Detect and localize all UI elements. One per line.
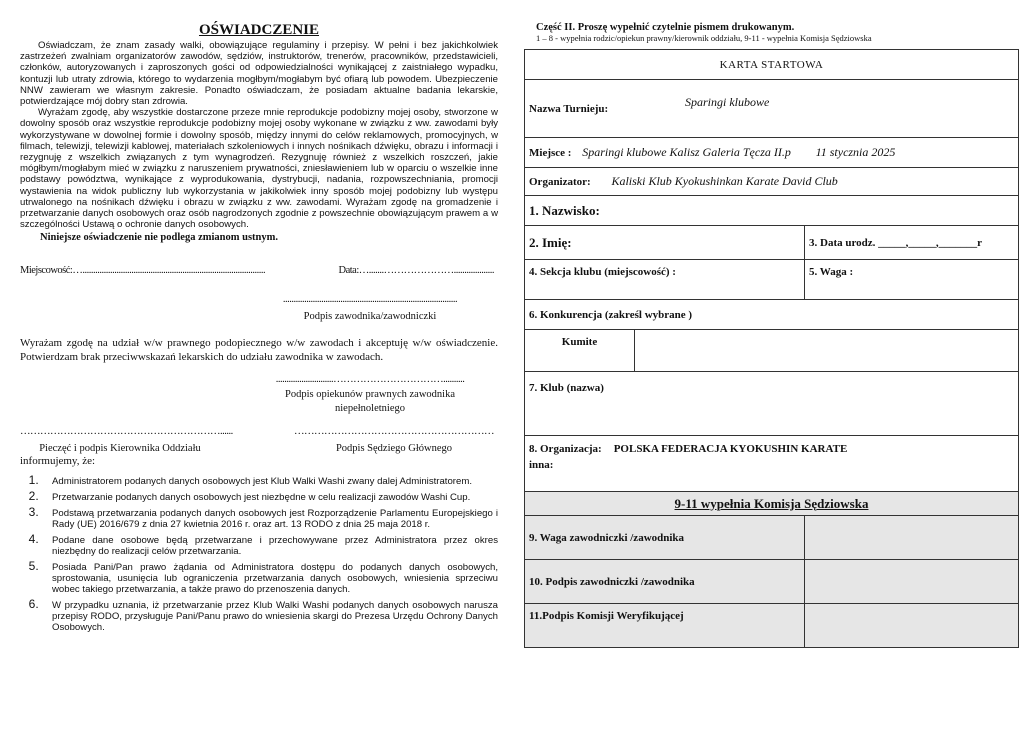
organizer-label: Organizator:: [529, 176, 591, 188]
weigh-in-label: 9. Waga zawodniczki /zawodnika: [525, 516, 805, 560]
guardian-signature-label: Podpis opiekunów prawnych zawodnika: [284, 389, 455, 401]
date-field[interactable]: Data:….......…………………...................: [338, 265, 494, 277]
surname-field[interactable]: 1. Nazwisko:: [525, 196, 1019, 226]
list-item: 3. Podstawą przetwarzania podanych danych osobowych jest Rozporządzenie Parlamentu Europejskiego i Rady (UE) 2016/679 z dnia 27 kwietnia 2016 r. oraz art. 13 RODO z dnia 25 maja 2018 r.: [42, 507, 498, 530]
birth-date-field[interactable]: 3. Data urodz. _____,_____,_______r: [805, 226, 1019, 260]
list-item: 1. Administratorem podanych danych osobowych jest Klub Walki Washi zwany dalej Administratorem.: [42, 475, 498, 487]
date-value: 11 stycznia 2025: [815, 145, 896, 159]
guardian-consent-text: Wyrażam zgodę na udział w/w prawnego podopiecznego w/w zawodach i akceptuję w/w oświadczenie. Potwierdzam brak przeciwwskazań lekarskich do udziału zawodnika w zawodach.: [20, 337, 498, 364]
tournament-value: Sparingi klubowe: [685, 95, 770, 109]
place-label: Miejsce :: [529, 147, 572, 159]
inform-heading: informujemy, że:: [20, 455, 96, 468]
part-two-header: Część II. Proszę wypełnić czytelnie pismem drukowanym.: [536, 22, 795, 33]
part-two-subheader: 1 – 8 - wypełnia rodzic/opiekun prawny/kierownik oddziału, 9-11 - wypełnia Komisja Sędziowska: [536, 33, 872, 43]
place-field[interactable]: Miejscowość:…......................................................................................: [20, 265, 266, 277]
tournament-label: Nazwa Turnieju:: [529, 103, 609, 115]
list-item: 4. Podane dane osobowe będą przetwarzane i przechowywane przez Administratora przez okres niezbędny do realizacji celów przetwarzania.: [42, 534, 498, 557]
weigh-in-value-box[interactable]: [805, 516, 1019, 560]
list-item: 5. Posiada Pani/Pan prawo żądania od Administratora dostępu do podanych danych osobowych, sprostowania, usunięcia lub ograniczenia przetwarzania danych osobowych, wniesienia sprzeciwu wobec takiego przetwarzania, a także prawo do przenoszenia danych.: [42, 561, 498, 595]
declaration-paragraph-2: Wyrażam zgodę, aby wszystkie dostarczone przeze mnie reprodukcje podobizny mojej osoby, stworzone w dowolny sposób oraz wszystkie reprodukcje podobizny mojej osoby wykonane w związku z ww. zawodami były wykorzystywane w dowolnej formie i dowolny sposób, między innymi do celów reklamowych, promocyjnych, w filmach, telewizji, telewizji kablowej, materiałach szkoleniowych i innych nośnikach dźwięku, obrazu i informacji i rezygnuję z wszelkich związanych z tym wynagrodzeń. Rezygnuję również z wszelkich roszczeń, jakie mógłbym/mogłabym mieć w związku z naruszeniem prywatności, zniesławieniem lub w oparciu o wszelkie inne podstawy powództwa, wynikające z wyprodukowania, dystrybucji, nadania, rozpowszechniania, promocji wystawienia na widok publiczny lub wykorzystania w jakikolwiek inny sposób mojej podobizny lub występu utrwalonego na nośnikach dźwięku i obrazu w związku z ww. zawodami. Wyrażam zgodę na gromadzenie i przetwarzanie danych osobowych oraz osób nagrodzonych zgodnie z powszechnie obowiązującym prawem a w szczególności Ustawą o ochronie danych osobowych.: [20, 107, 498, 231]
place-row[interactable]: [525, 138, 1019, 168]
official-signatures-row: [20, 426, 498, 454]
organization-other: inna:: [529, 459, 554, 471]
declaration-title: OŚWIADCZENIE: [198, 22, 320, 38]
committee-signature-label: 11.Podpis Komisji Weryfikującej: [525, 604, 805, 648]
first-name-field[interactable]: 2. Imię:: [525, 226, 805, 260]
committee-signature-box[interactable]: [805, 604, 1019, 648]
place-date-row: [20, 265, 498, 276]
weight-field[interactable]: 5. Waga :: [805, 260, 1019, 300]
start-card-section: [524, 22, 1018, 648]
guardian-signature-label-2: niepełnoletniego: [335, 403, 405, 415]
competition-field: 6. Konkurencja (zakreśl wybrane ): [525, 300, 1019, 330]
place-value: Sparingi klubowe Kalisz Galeria Tęcza II.p: [582, 145, 791, 159]
kumite-option[interactable]: Kumite: [525, 330, 635, 372]
athlete-signature-box[interactable]: [805, 560, 1019, 604]
guardian-signature-block: [250, 374, 490, 414]
club-name-field[interactable]: 7. Klub (nazwa): [525, 372, 1019, 436]
tournament-row[interactable]: [525, 80, 1019, 138]
organizer-value: Kaliski Klub Kyokushinkan Karate David Club: [611, 174, 838, 188]
branch-manager-signature-line[interactable]: ……………………………………………………......: [20, 426, 233, 438]
athlete-signature-block: [250, 294, 490, 322]
organization-field[interactable]: [525, 436, 1019, 492]
athlete-signature-line[interactable]: ..................................................................................: [282, 294, 458, 306]
start-card-table: [524, 49, 1019, 648]
declaration-section: [20, 22, 498, 637]
guardian-signature-line[interactable]: ...........................……………………………..........: [275, 374, 465, 386]
organization-label: 8. Organizacja:: [529, 443, 602, 455]
committee-header: 9-11 wypełnia Komisja Sędziowska: [525, 492, 1019, 516]
club-section-field[interactable]: 4. Sekcja klubu (miejscowość) :: [525, 260, 805, 300]
declaration-paragraph-1: Oświadczam, że znam zasady walki, obowiązujące regulaminy i przepisy. W pełni i bez jakichkolwiek zastrzeżeń zwalniam organizatorów zawodów, sędziów, instruktorów, trenerów, pracowników, przedstawicieli, członków, autoryzowanych i zaproszonych gości od odpowiedzialności wynikającej z zaistniałego wypadku, kontuzji lub utraty zdrowia, którego to wydarzenia mogłbym/mogłabym być ofiarą lub powodem. Ubezpieczenie NNW zawieram we własnym zakresie. Ponadto oświadczam, że posiadam aktualne badania lekarskie, potwierdzające mój dobry stan zdrowia.: [20, 40, 498, 108]
branch-manager-signature-label: Pieczęć i podpis Kierownika Oddziału: [39, 443, 201, 455]
head-judge-signature: [294, 426, 494, 454]
head-judge-signature-label: Podpis Sędziego Głównego: [335, 443, 453, 455]
list-item: 6. W przypadku uznania, iż przetwarzanie przez Klub Walki Washi podanych danych osobowych narusza przepisy RODO, przysługuje Pani/Panu prawo do wniesienia skargi do Prezesa Urzędu Ochrony Danych Osobowych.: [42, 599, 498, 633]
head-judge-signature-line[interactable]: ……………………………………………………: [294, 426, 494, 438]
kumite-option-box[interactable]: [635, 330, 1019, 372]
athlete-signature-label: Podpis zawodnika/zawodniczki: [303, 311, 437, 323]
organization-value: POLSKA FEDERACJA KYOKUSHIN KARATE: [613, 443, 848, 455]
card-title: KARTA STARTOWA: [525, 50, 1019, 80]
no-oral-changes-note: Niniejsze oświadczenie nie podlega zmianom ustnym.: [40, 232, 278, 244]
list-item: 2. Przetwarzanie podanych danych osobowych jest niezbędne w celu realizacji zawodów Washi Cup.: [42, 491, 498, 503]
gdpr-list: [20, 475, 498, 633]
athlete-signature-label: 10. Podpis zawodniczki /zawodnika: [525, 560, 805, 604]
branch-manager-signature: [20, 426, 233, 455]
organizer-row[interactable]: [525, 168, 1019, 196]
